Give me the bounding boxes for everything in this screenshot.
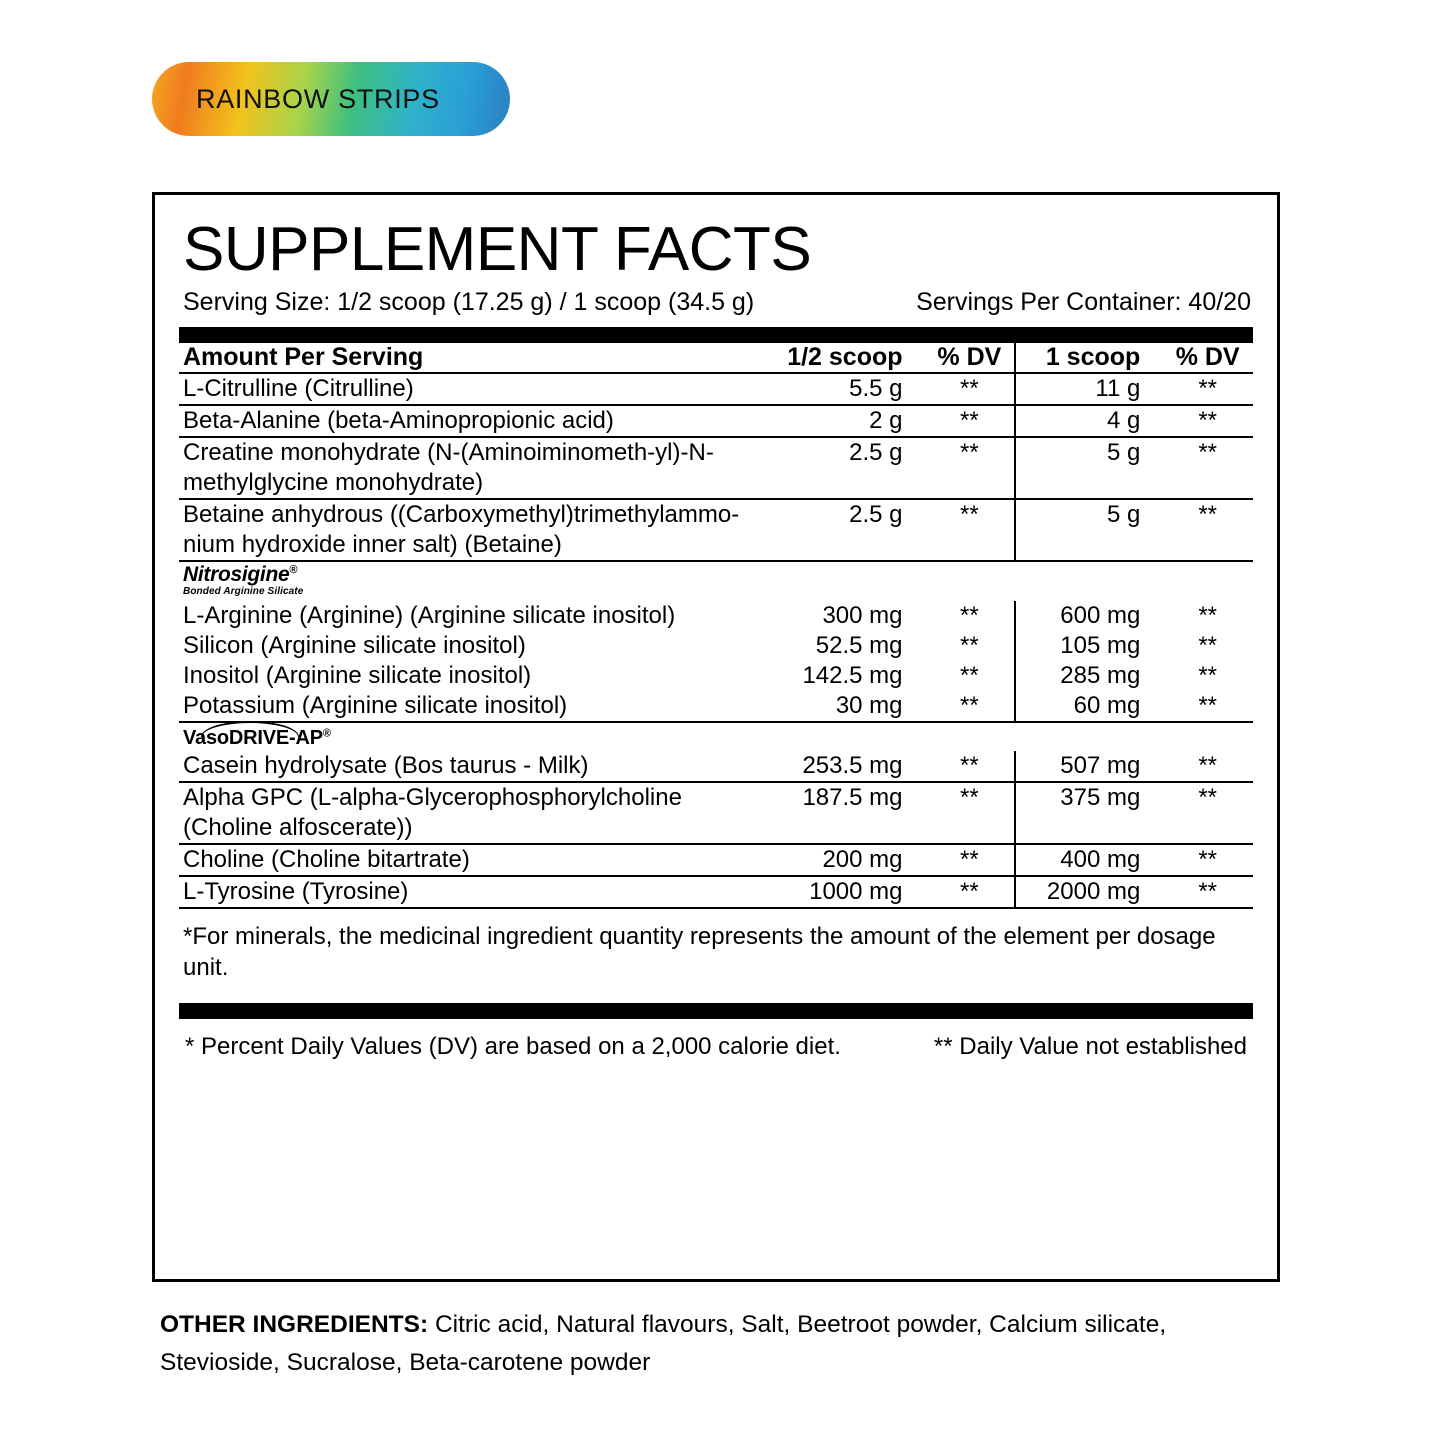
header-dv-2: % DV [1175, 343, 1240, 372]
flavour-badge [152, 62, 510, 136]
ingredient-name: Choline (Choline bitartrate) [179, 844, 777, 876]
minerals-footnote: *For minerals, the medicinal ingredient quantity represents the amount of the element per dosage unit. [179, 907, 1253, 993]
divider-thick-top [179, 327, 1253, 343]
ingredient-half-amount: 30 mg [835, 692, 903, 720]
ingredient-one-amount: 11 g [1015, 373, 1162, 405]
table-row [179, 373, 1253, 405]
page-title: SUPPLEMENT FACTS [183, 215, 812, 284]
header-dv-1: % DV [925, 343, 1016, 373]
ingredient-dv-1: ** [925, 499, 1016, 561]
ingredient-name: Casein hydrolysate (Bos taurus - Milk) [183, 752, 589, 780]
ingredient-dv-1: ** [925, 405, 1016, 437]
ingredient-dv-2: ** [1162, 876, 1253, 907]
ingredient-one-amount: 375 mg [1015, 782, 1162, 844]
ingredient-name: Potassium (Arginine silicate inositol) [183, 692, 568, 720]
table-row [179, 601, 1253, 631]
ingredient-one-amount: 507 mg [1060, 752, 1141, 780]
nitrosigine-label: Nitrosigine [183, 563, 290, 587]
ingredient-dv-1: ** [925, 601, 1016, 631]
supplement-facts-table [179, 343, 1253, 907]
flavour-label: RAINBOW STRIPS [196, 83, 440, 114]
ingredient-one-amount: 60 mg [1073, 692, 1141, 720]
header-half-scoop: 1/2 scoop [787, 343, 903, 372]
ingredient-one-amount: 285 mg [1060, 662, 1141, 690]
ingredient-name: L-Citrulline (Citrulline) [179, 373, 777, 405]
ingredient-half-amount: 200 mg [777, 844, 925, 876]
nitrosigine-sublabel: Bonded Arginine Silicate [183, 586, 304, 598]
serving-size: Serving Size: 1/2 scoop (17.25 g) / 1 scoop (34.5 g) [183, 288, 755, 317]
ingredient-half-amount: 253.5 mg [802, 752, 903, 780]
ingredient-one-amount: 105 mg [1060, 632, 1141, 660]
ingredient-one-amount: 2000 mg [1015, 876, 1162, 907]
servings-per-container: Servings Per Container: 40/20 [916, 288, 1251, 317]
daily-value-notes [179, 1019, 1253, 1061]
ingredient-dv-1: ** [925, 782, 1016, 844]
ingredient-name: Alpha GPC (L-alpha-Glycerophosphorylcholine (Choline alfoscerate)) [179, 782, 777, 844]
ingredient-one-amount: 5 g [1015, 499, 1162, 561]
header-one-scoop: 1 scoop [1045, 343, 1141, 372]
ingredient-half-amount: 187.5 mg [777, 782, 925, 844]
ingredient-half-amount: 142.5 mg [802, 662, 903, 690]
vasodrive-label: VasoDRIVE-AP [183, 727, 323, 750]
ingredient-dv-2: ** [1198, 692, 1217, 720]
ingredient-one-amount: 5 g [1015, 437, 1162, 499]
ingredient-dv-2: ** [1198, 632, 1217, 660]
ingredient-one-amount: 4 g [1015, 405, 1162, 437]
table-row [179, 499, 1253, 561]
ingredient-dv-1: ** [925, 844, 1016, 876]
table-row [179, 691, 1253, 722]
ingredient-dv-2: ** [1162, 499, 1253, 561]
ingredient-dv-1: ** [925, 751, 1016, 782]
dv-not-established-note: ** Daily Value not established [933, 1033, 1247, 1061]
ingredient-name: L-Arginine (Arginine) (Arginine silicate inositol) [183, 602, 676, 630]
ingredient-dv-2: ** [1198, 662, 1217, 690]
header-amount-per-serving: Amount Per Serving [183, 343, 424, 372]
ingredient-dv-2: ** [1198, 602, 1217, 630]
table-header-row [179, 343, 1253, 373]
ingredient-dv-2: ** [1162, 373, 1253, 405]
other-ingredients [160, 1306, 1275, 1382]
ingredient-dv-1: ** [925, 661, 1016, 691]
table-row [179, 405, 1253, 437]
ingredient-dv-2: ** [1162, 782, 1253, 844]
other-ingredients-text: Citric acid, Natural flavours, Salt, Beetroot powder, Calcium silicate, Stevioside, Sucralose, Beta-carotene powder [160, 1311, 1167, 1376]
ingredient-dv-1: ** [925, 631, 1016, 661]
ingredient-name: Creatine monohydrate (N-(Aminoiminometh-yl)-N-methylglycine monohydrate) [179, 437, 777, 499]
table-row [179, 437, 1253, 499]
ingredient-dv-2: ** [1162, 437, 1253, 499]
table-row [179, 876, 1253, 907]
table-row [179, 782, 1253, 844]
table-row [179, 844, 1253, 876]
supplement-facts-panel [152, 192, 1280, 1282]
ingredient-dv-1: ** [925, 437, 1016, 499]
ingredient-one-amount: 400 mg [1015, 844, 1162, 876]
ingredient-name: Beta-Alanine (beta-Aminopropionic acid) [179, 405, 777, 437]
ingredient-half-amount: 2.5 g [777, 499, 925, 561]
vasodrive-arc-icon [201, 721, 299, 737]
table-row [179, 661, 1253, 691]
ingredient-half-amount: 2.5 g [777, 437, 925, 499]
other-ingredients-label: OTHER INGREDIENTS: [160, 1311, 429, 1338]
ingredient-dv-1: ** [925, 691, 1016, 722]
table-row [179, 631, 1253, 661]
ingredient-dv-2: ** [1162, 844, 1253, 876]
nitrosigine-logo: Nitrosigine® Bonded Arginine Silicate [183, 563, 304, 598]
brand-group-nitrosigine [179, 561, 1253, 601]
divider-thick-bottom [179, 1003, 1253, 1019]
ingredient-name: Inositol (Arginine silicate inositol) [183, 662, 532, 690]
dv-note: * Percent Daily Values (DV) are based on a 2,000 calorie diet. [185, 1033, 841, 1061]
table-row [179, 751, 1253, 782]
ingredient-name: Betaine anhydrous ((Carboxymethyl)trimethylammo-nium hydroxide inner salt) (Betaine) [179, 499, 777, 561]
ingredient-dv-2: ** [1162, 405, 1253, 437]
ingredient-half-amount: 1000 mg [777, 876, 925, 907]
ingredient-dv-1: ** [925, 373, 1016, 405]
ingredient-half-amount: 52.5 mg [815, 632, 903, 660]
ingredient-half-amount: 300 mg [822, 602, 903, 630]
brand-group-vasodrive [179, 722, 1253, 751]
ingredient-one-amount: 600 mg [1060, 602, 1141, 630]
serving-info [183, 288, 1251, 317]
vasodrive-logo: VasoDRIVE-AP® [179, 725, 331, 749]
ingredient-dv-1: ** [925, 876, 1016, 907]
ingredient-name: L-Tyrosine (Tyrosine) [179, 876, 777, 907]
ingredient-name: Silicon (Arginine silicate inositol) [183, 632, 526, 660]
ingredient-dv-2: ** [1198, 752, 1217, 780]
ingredient-half-amount: 2 g [777, 405, 925, 437]
ingredient-half-amount: 5.5 g [777, 373, 925, 405]
